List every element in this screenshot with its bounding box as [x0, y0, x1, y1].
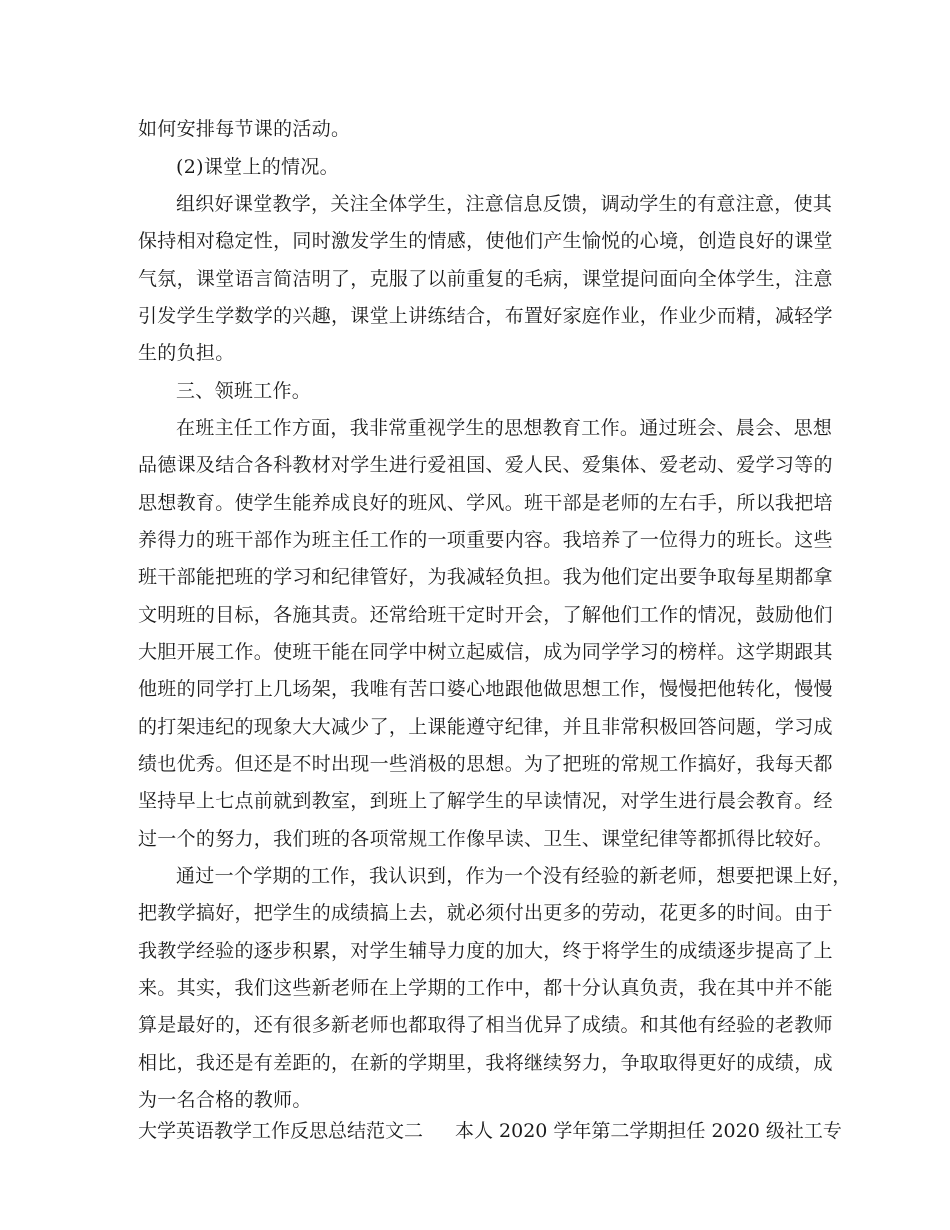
paragraph-line: 算是最好的，还有很多新老师也都取得了相当优异了成绩。和其他有经验的老教师	[138, 1014, 833, 1036]
paragraph-line: 如何安排每节课的活动。	[138, 118, 351, 140]
paragraph-line: 为一名合格的教师。	[138, 1089, 312, 1111]
section-heading: 三、领班工作。	[176, 380, 312, 402]
paragraph-line: 思想教育。使学生能养成良好的班风、学风。班干部是老师的左右手，所以我把培	[138, 492, 833, 514]
paragraph-line: 品德课及结合各科教材对学生进行爱祖国、爱人民、爱集体、爱老动、爱学习等的	[138, 454, 833, 476]
paragraph-line: 坚持早上七点前就到教室，到班上了解学生的早读情况，对学生进行晨会教育。经	[138, 790, 833, 812]
paragraph-line: 相比，我还是有差距的，在新的学期里，我将继续努力，争取取得更好的成绩，成	[138, 1052, 833, 1074]
next-article-title: 大学英语教学工作反思总结范文二	[138, 1120, 424, 1142]
paragraph-line: 养得力的班干部作为班主任工作的一项重要内容。我培养了一位得力的班长。这些	[138, 529, 833, 551]
paragraph-line: 文明班的目标，各施其责。还常给班干定时开会，了解他们工作的情况，鼓励他们	[138, 604, 833, 626]
paragraph-line: 在班主任工作方面，我非常重视学生的思想教育工作。通过班会、晨会、思想	[176, 417, 833, 439]
paragraph-line: 通过一个学期的工作，我认识到，作为一个没有经验的新老师，想要把课上好，	[176, 865, 852, 887]
paragraph-line: 班干部能把班的学习和纪律管好，为我减轻负担。我为他们定出要争取每星期都拿	[138, 566, 833, 588]
paragraph-line: 气氛，课堂语言简洁明了，克服了以前重复的毛病，课堂提问面向全体学生，注意	[138, 268, 833, 290]
paragraph-line: (2)课堂上的情况。	[176, 156, 339, 178]
paragraph-line: 我教学经验的逐步积累，对学生辅导力度的加大，终于将学生的成绩逐步提高了上	[138, 940, 833, 962]
paragraph-line: 他班的同学打上几场架，我唯有苦口婆心地跟他做思想工作，慢慢把他转化，慢慢	[138, 678, 833, 700]
paragraph-line: 来。其实，我们这些新老师在上学期的工作中，都十分认真负责，我在其中并不能	[138, 977, 833, 999]
paragraph-line: 把教学搞好，把学生的成绩搞上去，就必须付出更多的劳动，花更多的时间。由于	[138, 902, 833, 924]
paragraph-line: 的打架违纪的现象大大减少了，上课能遵守纪律，并且非常积极回答问题，学习成	[138, 716, 833, 738]
next-article-intro: 本人 2020 学年第二学期担任 2020 级社工专	[455, 1120, 842, 1142]
paragraph-line: 大胆开展工作。使班干能在同学中树立起威信，成为同学学习的榜样。这学期跟其	[138, 641, 833, 663]
paragraph-line: 保持相对稳定性，同时激发学生的情感，使他们产生愉悦的心境，创造良好的课堂	[138, 230, 833, 252]
paragraph-line: 生的负担。	[138, 342, 235, 364]
paragraph-line: 引发学生学数学的兴趣，课堂上讲练结合，布置好家庭作业，作业少而精，减轻学	[138, 305, 833, 327]
paragraph-line: 绩也优秀。但还是不时出现一些消极的思想。为了把班的常规工作搞好，我每天都	[138, 753, 833, 775]
paragraph-line: 过一个的努力，我们班的各项常规工作像早读、卫生、课堂纪律等都抓得比较好。	[138, 828, 833, 850]
paragraph-line: 组织好课堂教学，关注全体学生，注意信息反馈，调动学生的有意注意，使其	[176, 193, 833, 215]
